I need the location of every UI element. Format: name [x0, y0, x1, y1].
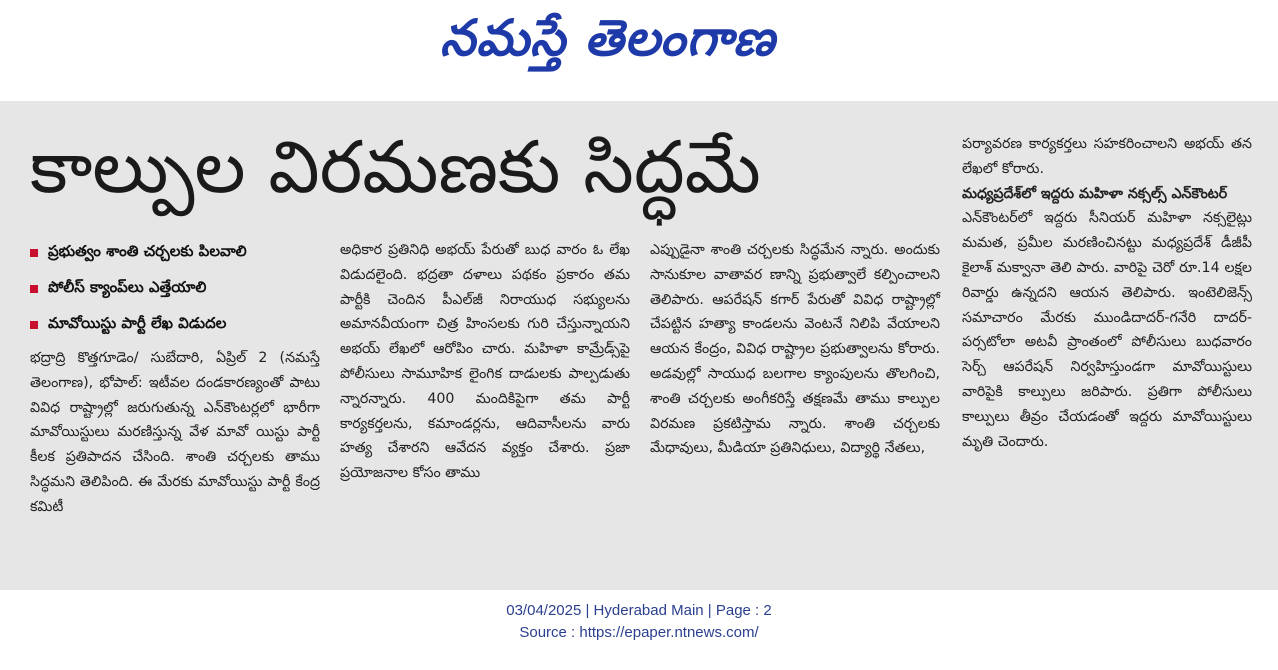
edition-info: 03/04/2025 | Hyderabad Main | Page : 2: [506, 602, 772, 619]
column-4-body: ఎన్‌కౌంటర్‌లో ఇద్దరు సీనియర్ మహిళా నక్సలైట్లు మమత, ప్రమీల మరణించినట్టు మధ్యప్రదేశ్ డీజీపీ కైలాశ్ మక్వానా తెలి పారు. వారిపై చెరో రూ.14 లక్షల రివార్డు ఉన్నదని ఆయన తెలిపారు. ఇంటెలిజెన్స్ సమాచారం మేరకు ముండిదాదర్-గనేరి దాదర్-పర్సటోలా అటవీ ప్రాంతంలో పోలీసులు బుధవారం సెర్చ్ ఆపరేషన్ నిర్వహిస్తుండగా మావోయిస్టులు వారిపైకి కాల్పులు జరిపారు. ప్రతిగా పోలీసులు కాల్పులు తీవ్రం చేయడంతో ఇద్దరు మావోయిస్టులు మృతి చెందారు.: [962, 210, 1252, 450]
page-footer: [0, 600, 1278, 644]
article-clipping: [0, 101, 1278, 590]
highlights-list: [30, 235, 330, 343]
article-column-2: అధికార ప్రతినిధి అభయ్ పేరుతో బుధ వారం ఓ లేఖ విడుదలైంది. భద్రతా దళాలు పథకం ప్రకారం తమ పార్టీకి చెందిన పీఎల్‌జీ నిరాయుధ సభ్యులను అమానవీయంగా చిత్ర హింసలకు గురి చేస్తున్నాయని అభయ్ లేఖలో ఆరోపిం చారు. మహిళా కామ్రేడ్స్‌పై పోలీసులు సామూహిక లైంగిక దాడులకు పాల్పడుతు న్నారన్నారు. 400 మందికిపైగా తమ పార్టీ కార్యకర్తలను, కమాండర్లను, ఆదివాసీలను వారు హత్య చేశారని ఆవేదన వ్యక్తం చేశారు. ప్రజా ప్రయోజనాల కోసం తాము: [340, 242, 630, 482]
bullet-square-icon: [30, 285, 38, 293]
masthead: [0, 0, 1278, 100]
article-column-3: ఎప్పుడైనా శాంతి చర్చలకు సిద్ధమేన న్నారు. అందుకు సానుకూల వాతావర ణాన్ని ప్రభుత్వాలే కల్పించాలని తెలిపారు. ఆపరేషన్ కగార్ పేరుతో వివిధ రాష్ట్రాల్లో చేపట్టిన హత్యా కాండలను వెంటనే నిలిపి వేయాలని ఆయన కేంద్రం, వివిధ రాష్ట్రాల ప్రభుత్వాలను కోరారు. అడవుల్లో సాయుధ బలగాల క్యాంపులను తొలగించి, శాంతి చర్చలకు అంగీకరిస్తే తక్షణమే తాము కాల్పుల విరమణ ప్రకటిస్తామ న్నారు. శాంతి చర్చలకు మేధావులు, మీడియా ప్రతినిధులు, విద్యార్థి నేతలు,: [650, 242, 940, 457]
column-4-intro: పర్యావరణ కార్యకర్తలు సహకరించాలని అభయ్ తన లేఖలో కోరారు.: [962, 136, 1252, 177]
highlight-item: ప్రభుత్వం శాంతి చర్చలకు పిలవాలి: [30, 235, 330, 271]
article-column-1: భద్రాద్రి కొత్తగూడెం/ సుబేదారి, ఏప్రిల్ 2 (నమస్తే తెలంగాణ), భోపాల్: ఇటీవల దండకారణ్యంతో పాటు వివిధ రాష్ట్రాల్లో జరుగుతున్న ఎన్‌కౌంటర్లలో భారీగా మావోయిస్టులు మరణిస్తున్న వేళ మావో యిస్టు పార్టీ కీలక ప్రతిపాదన చేసింది. శాంతి చర్చలకు తాము సిద్ధమని తెలిపింది. ఈ మేరకు మావోయిస్టు పార్టీ కేంద్ర కమిటీ: [30, 350, 320, 515]
highlight-item: మావోయిస్టు పార్టీ లేఖ విడుదల: [30, 307, 330, 343]
source-link[interactable]: Source : https://epaper.ntnews.com/: [519, 624, 759, 641]
article-column-4: [962, 132, 1252, 454]
highlight-item: పోలీస్ క్యాంప్‌లు ఎత్తేయాలి: [30, 271, 330, 307]
bullet-square-icon: [30, 249, 38, 257]
headline: కాల్పుల విరమణకు సిద్ధమే: [30, 125, 761, 209]
subheading: మధ్యప్రదేశ్‌లో ఇద్దరు మహిళా నక్సల్స్ ఎన్‌కౌంటర్: [962, 185, 1228, 202]
newspaper-logo: నమస్తే తెలంగాణ: [440, 9, 776, 67]
bullet-square-icon: [30, 321, 38, 329]
